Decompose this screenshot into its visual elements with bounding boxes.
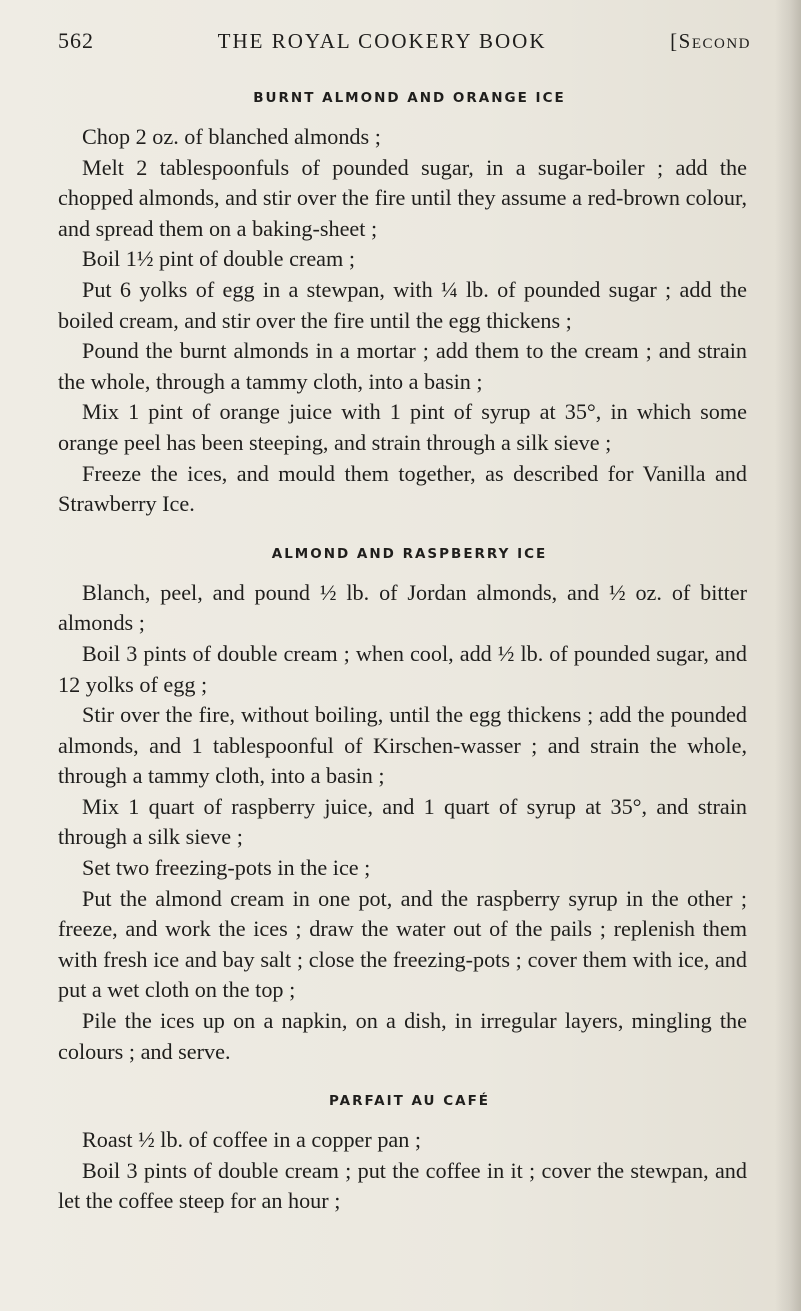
- chapter-label: [Second: [670, 29, 751, 53]
- recipe-almond-raspberry-ice: [58, 546, 761, 1068]
- recipe-step: Pile the ices up on a napkin, on a dish, in irregular layers, mingling the colours ; and serve.: [58, 1008, 747, 1064]
- recipe-step: Chop 2 oz. of blanched almonds ;: [82, 124, 381, 149]
- book-title: THE ROYAL COOKERY BOOK: [217, 29, 547, 53]
- recipe-step: Pound the burnt almonds in a mortar ; add them to the cream ; and strain the whole, through a tammy cloth, into a basin ;: [58, 338, 747, 394]
- recipe-title: BURNT ALMOND AND ORANGE ICE: [253, 90, 566, 106]
- recipe-step: Mix 1 pint of orange juice with 1 pint of syrup at 35°, in which some orange peel has been steeping, and strain through a silk sieve ;: [58, 399, 747, 455]
- recipe-step: Set two freezing-pots in the ice ;: [82, 855, 371, 881]
- recipe-step: Melt 2 tablespoonfuls of pounded sugar, in a sugar-boiler ; add the chopped almonds, and stir over the fire until they assume a red-brown colour, and spread them on a baking-sheet ;: [58, 154, 747, 241]
- recipe-step: Stir over the fire, without boiling, until the egg thickens ; add the pounded almonds, and 1 tablespoonful of Kirschen-wasser ; and strain the whole, through a tammy cloth, into a basin ;: [58, 702, 747, 789]
- recipe-step: Boil 3 pints of double cream ; when cool, add ½ lb. of pounded sugar, and 12 yolks of egg ;: [58, 640, 747, 697]
- recipe-burnt-almond-orange-ice: [58, 90, 761, 520]
- running-head: [58, 28, 761, 54]
- recipe-step: Put the almond cream in one pot, and the raspberry syrup in the other ; freeze, and work the ices ; draw the water out of the pails ; replenish them with fresh ice and bay salt ; close the freezing-pots ; cover them with ice, and put a wet cloth on the top ;: [58, 885, 747, 1003]
- recipe-step: Blanch, peel, and pound ½ lb. of Jordan almonds, and ½ oz. of bitter almonds ;: [58, 579, 747, 636]
- recipe-title: PARFAIT AU CAFÉ: [328, 1093, 491, 1110]
- recipe-title: ALMOND AND RASPBERRY ICE: [271, 545, 548, 562]
- recipe-step: Boil 3 pints of double cream ; put the coffee in it ; cover the stewpan, and let the coffee steep for an hour ;: [58, 1157, 747, 1214]
- recipe-step: Put 6 yolks of egg in a stewpan, with ¼ lb. of pounded sugar ; add the boiled cream, and stir over the fire until the egg thickens ;: [58, 276, 747, 333]
- page-number: 562: [58, 28, 94, 53]
- recipe-parfait-au-cafe: [58, 1093, 761, 1217]
- recipe-step: Freeze the ices, and mould them together, as described for Vanilla and Strawberry Ice.: [58, 460, 747, 517]
- recipe-step: Roast ½ lb. of coffee in a copper pan ;: [82, 1127, 422, 1153]
- recipe-step: Mix 1 quart of raspberry juice, and 1 quart of syrup at 35°, and strain through a silk sieve ;: [58, 793, 747, 850]
- recipe-step: Boil 1½ pint of double cream ;: [82, 246, 355, 272]
- page-edge-shadow: [775, 0, 801, 1311]
